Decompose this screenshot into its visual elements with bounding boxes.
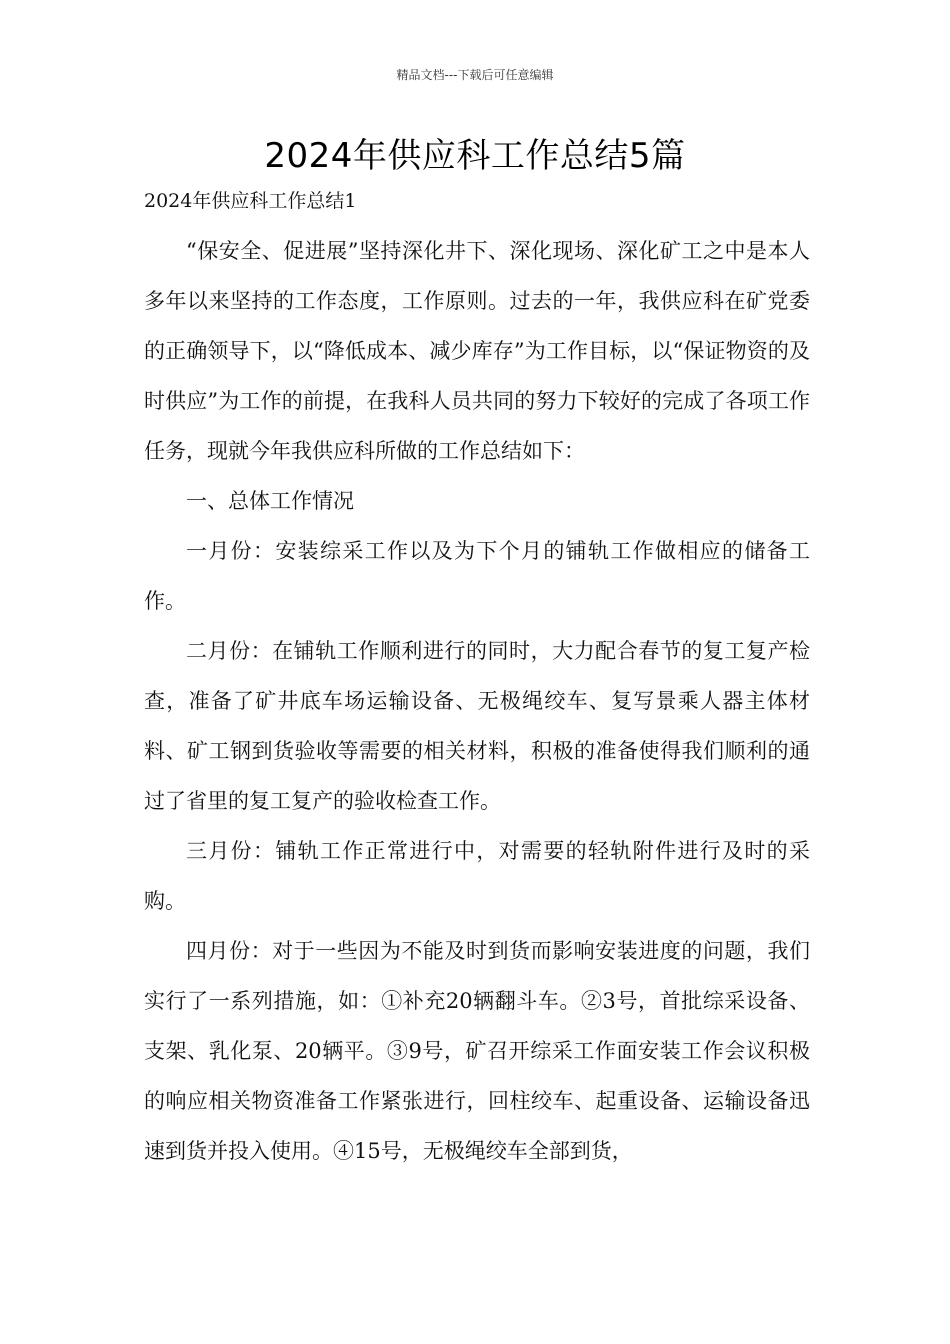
paragraph-january: 一月份：安装综采工作以及为下个月的铺轨工作做相应的储备工作。 [144,539,810,613]
paragraph-march: 三月份：铺轨工作正常进行中，对需要的轻轨附件进行及时的采购。 [144,839,810,913]
section-subtitle: 2024年供应科工作总结1 [144,190,357,212]
document-body [144,226,810,1176]
paragraph-february: 二月份：在铺轨工作顺利进行的同时，大力配合春节的复工复产检查，准备了矿井底车场运输设备、无极绳绞车、复写景乘人器主体材料、矿工钢到货验收等需要的相关材料，积极的准备使得我们顺利的通过了省里的复工复产的验收检查工作。 [144,639,810,813]
paragraph-intro: “保安全、促进展”坚持深化井下、深化现场、深化矿工之中是本人多年以来坚持的工作态度，工作原则。过去的一年，我供应科在矿党委的正确领导下，以“降低成本、减少库存”为工作目标，以“保证物资的及时供应”为工作的前提，在我科人员共同的努力下较好的完成了各项工作任务，现就今年我供应科所做的工作总结如下： [144,239,810,463]
paragraph-heading-overall: 一、总体工作情况 [186,489,354,513]
header-note: 精品文档---下载后可任意编辑 [396,68,554,82]
document-title: 2024年供应科工作总结5篇 [264,136,686,176]
paragraph-april: 四月份：对于一些因为不能及时到货而影响安装进度的问题，我们实行了一系列措施，如：①补充20辆翻斗车。②3号，首批综采设备、支架、乳化泵、20辆平。③9号，矿召开综采工作面安装工作会议积极的响应相关物资准备工作紧张进行，回柱绞车、起重设备、运输设备迅速到货并投入使用。④15号，无极绳绞车全部到货， [144,939,810,1163]
